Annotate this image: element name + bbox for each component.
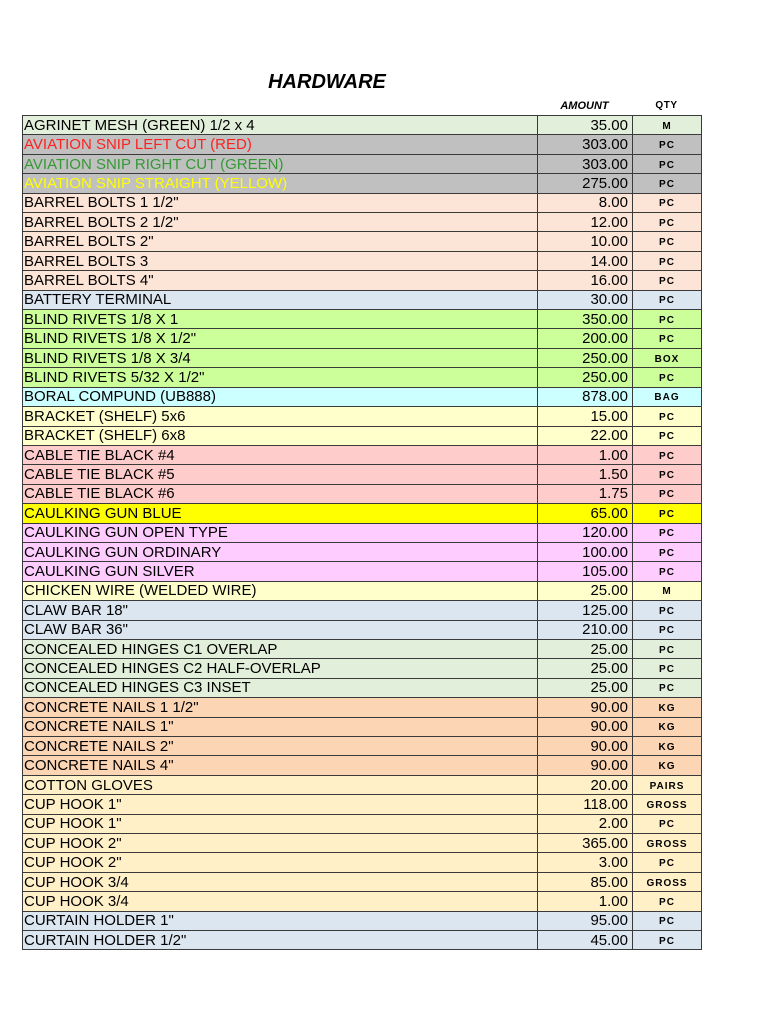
table-row — [23, 698, 702, 717]
table-row — [23, 524, 702, 543]
table-row — [23, 407, 702, 426]
item-name-cell: CAULKING GUN ORDINARY — [23, 543, 538, 562]
qty-cell: PC — [633, 446, 702, 465]
qty-cell: GROSS — [633, 795, 702, 814]
amount-cell: 90.00 — [538, 718, 633, 737]
item-name-cell: CONCEALED HINGES C1 OVERLAP — [23, 640, 538, 659]
qty-cell: PC — [633, 368, 702, 387]
page-title: HARDWARE — [268, 71, 386, 93]
table-row — [23, 873, 702, 892]
amount-cell: 25.00 — [538, 659, 633, 678]
amount-cell: 303.00 — [538, 155, 633, 174]
item-name-cell: BLIND RIVETS 5/32 X 1/2" — [23, 368, 538, 387]
table-row — [23, 368, 702, 387]
amount-cell: 35.00 — [538, 116, 633, 135]
amount-cell: 95.00 — [538, 912, 633, 931]
table-row — [23, 174, 702, 193]
table-row — [23, 155, 702, 174]
amount-cell: 15.00 — [538, 407, 633, 426]
amount-cell: 8.00 — [538, 194, 633, 213]
item-name-cell: BARREL BOLTS 2 1/2" — [23, 213, 538, 232]
qty-cell: PC — [633, 621, 702, 640]
table-row — [23, 621, 702, 640]
item-name-cell: CAULKING GUN SILVER — [23, 562, 538, 581]
item-name-cell: BARREL BOLTS 2" — [23, 232, 538, 251]
table-row — [23, 718, 702, 737]
item-name-cell: CAULKING GUN BLUE — [23, 504, 538, 523]
table-row — [23, 892, 702, 911]
qty-cell: PC — [633, 485, 702, 504]
amount-cell: 120.00 — [538, 524, 633, 543]
item-name-cell: AGRINET MESH (GREEN) 1/2 x 4 — [23, 116, 538, 135]
table-row — [23, 815, 702, 834]
table-row — [23, 601, 702, 620]
item-name-cell: AVIATION SNIP LEFT CUT (RED) — [23, 135, 538, 154]
qty-cell: BAG — [633, 388, 702, 407]
item-name-cell: BRACKET (SHELF) 5x6 — [23, 407, 538, 426]
table-row — [23, 329, 702, 348]
table-row — [23, 465, 702, 484]
table-row — [23, 427, 702, 446]
item-name-cell: CUP HOOK 2" — [23, 853, 538, 872]
qty-column-header: QTY — [655, 100, 678, 111]
item-name-cell: CONCRETE NAILS 2" — [23, 737, 538, 756]
table-row — [23, 446, 702, 465]
table-row — [23, 562, 702, 581]
amount-cell: 25.00 — [538, 640, 633, 659]
item-name-cell: AVIATION SNIP RIGHT CUT (GREEN) — [23, 155, 538, 174]
table-row — [23, 834, 702, 853]
qty-cell: PC — [633, 232, 702, 251]
qty-cell: KG — [633, 737, 702, 756]
table-row — [23, 213, 702, 232]
table-row — [23, 582, 702, 601]
item-name-cell: BORAL COMPUND (UB888) — [23, 388, 538, 407]
table-row — [23, 543, 702, 562]
table-row — [23, 853, 702, 872]
table-row — [23, 349, 702, 368]
item-name-cell: CAULKING GUN OPEN TYPE — [23, 524, 538, 543]
qty-cell: PAIRS — [633, 776, 702, 795]
qty-cell: PC — [633, 291, 702, 310]
table-row — [23, 931, 702, 950]
table-row — [23, 310, 702, 329]
table-row — [23, 485, 702, 504]
table-row — [23, 116, 702, 135]
qty-cell: PC — [633, 252, 702, 271]
qty-cell: PC — [633, 562, 702, 581]
table-row — [23, 640, 702, 659]
item-name-cell: CONCRETE NAILS 1 1/2" — [23, 698, 538, 717]
qty-cell: PC — [633, 310, 702, 329]
amount-cell: 100.00 — [538, 543, 633, 562]
qty-cell: PC — [633, 640, 702, 659]
amount-cell: 65.00 — [538, 504, 633, 523]
item-name-cell: CONCEALED HINGES C3 INSET — [23, 679, 538, 698]
qty-cell: PC — [633, 135, 702, 154]
amount-cell: 90.00 — [538, 737, 633, 756]
table-row — [23, 737, 702, 756]
item-name-cell: CURTAIN HOLDER 1/2" — [23, 931, 538, 950]
amount-cell: 20.00 — [538, 776, 633, 795]
qty-cell: PC — [633, 659, 702, 678]
item-name-cell: BLIND RIVETS 1/8 X 1 — [23, 310, 538, 329]
table-row — [23, 271, 702, 290]
item-name-cell: COTTON GLOVES — [23, 776, 538, 795]
qty-cell: PC — [633, 543, 702, 562]
item-name-cell: BATTERY TERMINAL — [23, 291, 538, 310]
qty-cell: PC — [633, 465, 702, 484]
amount-cell: 878.00 — [538, 388, 633, 407]
table-row — [23, 912, 702, 931]
item-name-cell: CONCRETE NAILS 1" — [23, 718, 538, 737]
table-row — [23, 795, 702, 814]
item-name-cell: CUP HOOK 1" — [23, 795, 538, 814]
amount-cell: 350.00 — [538, 310, 633, 329]
amount-cell: 90.00 — [538, 698, 633, 717]
amount-cell: 30.00 — [538, 291, 633, 310]
item-name-cell: BARREL BOLTS 4" — [23, 271, 538, 290]
amount-cell: 1.50 — [538, 465, 633, 484]
qty-cell: GROSS — [633, 873, 702, 892]
amount-cell: 105.00 — [538, 562, 633, 581]
table-row — [23, 776, 702, 795]
amount-column-header: AMOUNT — [560, 100, 609, 112]
table-row — [23, 252, 702, 271]
table-row — [23, 756, 702, 775]
amount-cell: 90.00 — [538, 756, 633, 775]
amount-cell: 250.00 — [538, 349, 633, 368]
amount-cell: 1.75 — [538, 485, 633, 504]
amount-cell: 2.00 — [538, 815, 633, 834]
qty-cell: PC — [633, 892, 702, 911]
amount-cell: 14.00 — [538, 252, 633, 271]
qty-cell: PC — [633, 194, 702, 213]
qty-cell: PC — [633, 679, 702, 698]
qty-cell: PC — [633, 504, 702, 523]
amount-cell: 12.00 — [538, 213, 633, 232]
item-name-cell: CUP HOOK 3/4 — [23, 892, 538, 911]
qty-cell: M — [633, 116, 702, 135]
amount-cell: 365.00 — [538, 834, 633, 853]
amount-cell: 16.00 — [538, 271, 633, 290]
table-row — [23, 659, 702, 678]
qty-cell: PC — [633, 427, 702, 446]
amount-cell: 118.00 — [538, 795, 633, 814]
qty-cell: KG — [633, 756, 702, 775]
amount-cell: 250.00 — [538, 368, 633, 387]
qty-cell: M — [633, 582, 702, 601]
qty-cell: BOX — [633, 349, 702, 368]
item-name-cell: CHICKEN WIRE (WELDED WIRE) — [23, 582, 538, 601]
qty-cell: PC — [633, 174, 702, 193]
amount-cell: 275.00 — [538, 174, 633, 193]
amount-cell: 200.00 — [538, 329, 633, 348]
item-name-cell: BLIND RIVETS 1/8 X 1/2" — [23, 329, 538, 348]
amount-cell: 10.00 — [538, 232, 633, 251]
item-name-cell: CABLE TIE BLACK #5 — [23, 465, 538, 484]
item-name-cell: CUP HOOK 3/4 — [23, 873, 538, 892]
item-name-cell: BLIND RIVETS 1/8 X 3/4 — [23, 349, 538, 368]
qty-cell: PC — [633, 213, 702, 232]
qty-cell: PC — [633, 815, 702, 834]
table-row — [23, 291, 702, 310]
amount-cell: 85.00 — [538, 873, 633, 892]
item-name-cell: CUP HOOK 2" — [23, 834, 538, 853]
qty-cell: KG — [633, 718, 702, 737]
item-name-cell: CLAW BAR 36" — [23, 621, 538, 640]
amount-cell: 210.00 — [538, 621, 633, 640]
table-row — [23, 135, 702, 154]
qty-cell: PC — [633, 155, 702, 174]
amount-cell: 303.00 — [538, 135, 633, 154]
amount-cell: 125.00 — [538, 601, 633, 620]
table-row — [23, 504, 702, 523]
amount-cell: 1.00 — [538, 892, 633, 911]
price-table — [22, 115, 702, 950]
table-row — [23, 232, 702, 251]
table-row — [23, 679, 702, 698]
item-name-cell: BARREL BOLTS 1 1/2" — [23, 194, 538, 213]
item-name-cell: CURTAIN HOLDER 1" — [23, 912, 538, 931]
amount-cell: 3.00 — [538, 853, 633, 872]
qty-cell: PC — [633, 271, 702, 290]
qty-cell: PC — [633, 329, 702, 348]
amount-cell: 22.00 — [538, 427, 633, 446]
table-row — [23, 194, 702, 213]
qty-cell: PC — [633, 931, 702, 950]
amount-cell: 45.00 — [538, 931, 633, 950]
qty-cell: PC — [633, 524, 702, 543]
amount-cell: 25.00 — [538, 582, 633, 601]
amount-cell: 1.00 — [538, 446, 633, 465]
qty-cell: GROSS — [633, 834, 702, 853]
qty-cell: PC — [633, 601, 702, 620]
item-name-cell: AVIATION SNIP STRAIGHT (YELLOW) — [23, 174, 538, 193]
qty-cell: PC — [633, 912, 702, 931]
qty-cell: KG — [633, 698, 702, 717]
item-name-cell: BARREL BOLTS 3 — [23, 252, 538, 271]
item-name-cell: CUP HOOK 1" — [23, 815, 538, 834]
amount-cell: 25.00 — [538, 679, 633, 698]
qty-cell: PC — [633, 853, 702, 872]
item-name-cell: BRACKET (SHELF) 6x8 — [23, 427, 538, 446]
item-name-cell: CABLE TIE BLACK #4 — [23, 446, 538, 465]
qty-cell: PC — [633, 407, 702, 426]
table-row — [23, 388, 702, 407]
item-name-cell: CONCRETE NAILS 4" — [23, 756, 538, 775]
item-name-cell: CONCEALED HINGES C2 HALF-OVERLAP — [23, 659, 538, 678]
item-name-cell: CLAW BAR 18" — [23, 601, 538, 620]
item-name-cell: CABLE TIE BLACK #6 — [23, 485, 538, 504]
